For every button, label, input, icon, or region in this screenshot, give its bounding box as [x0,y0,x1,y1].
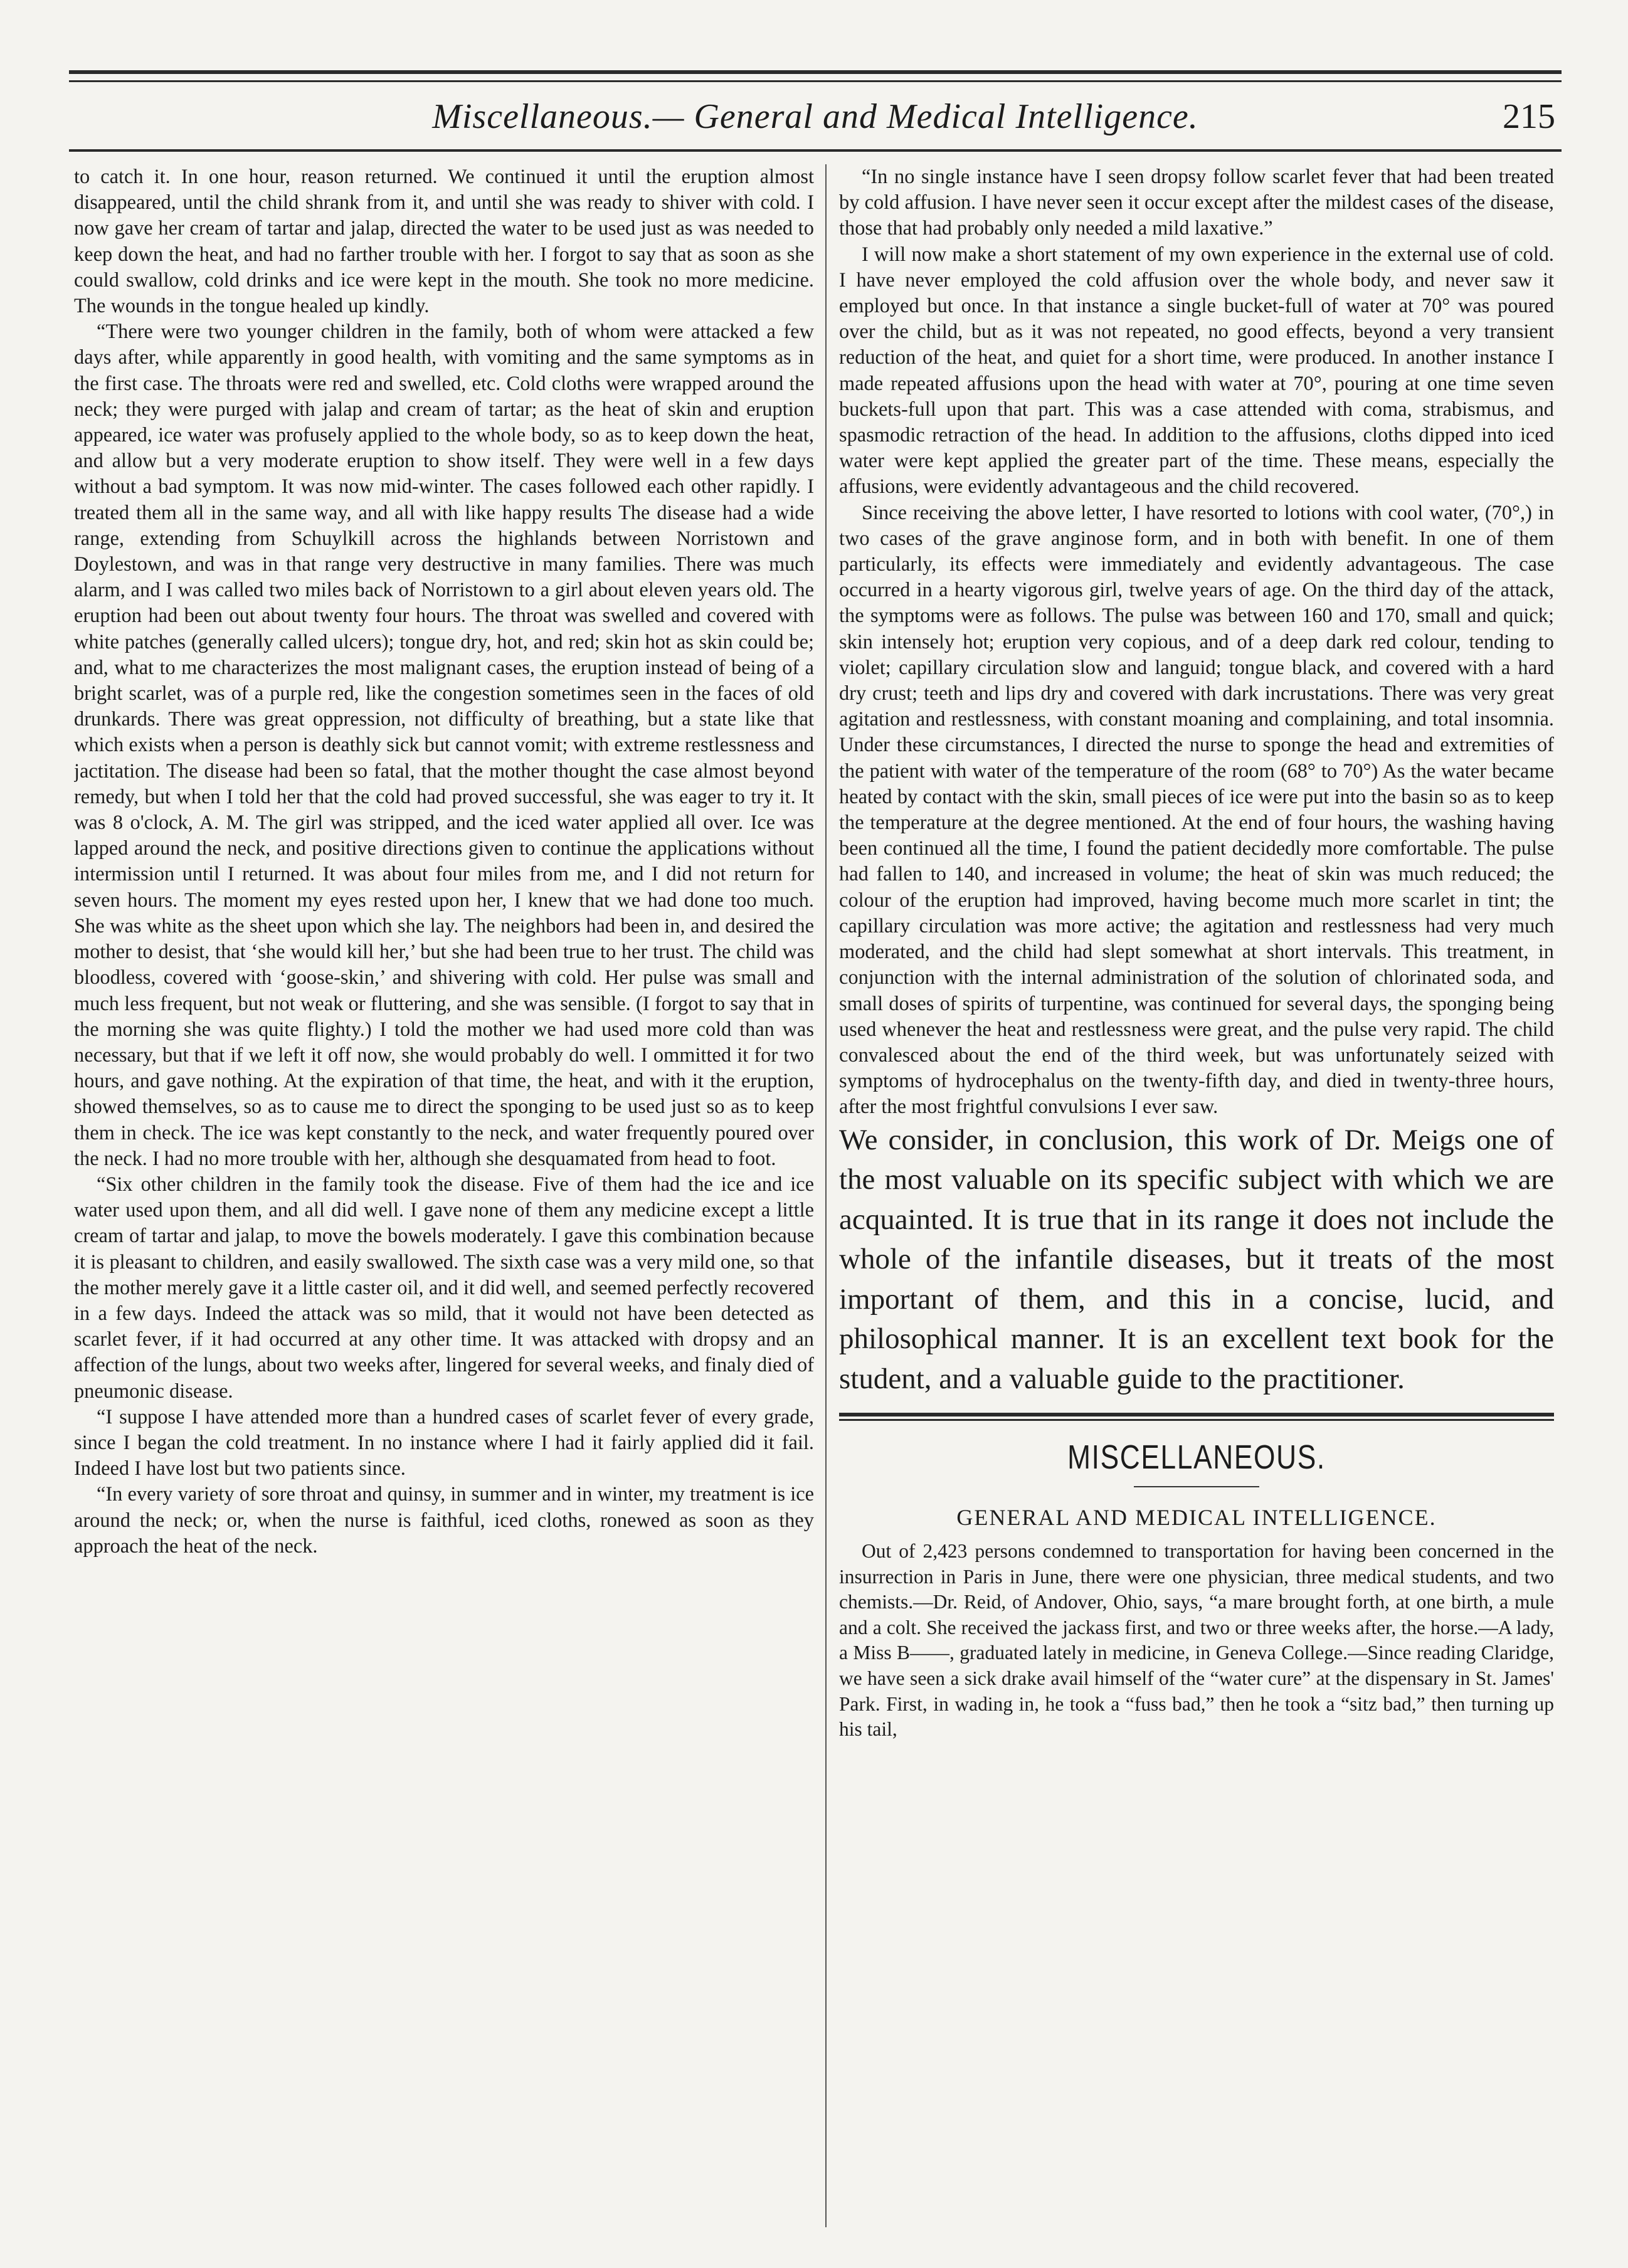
header-rule [69,149,1562,152]
paragraph: “There were two younger children in the family, both of whom were attacked a few days after, while apparently in good health, with vomiting and the same symptoms as in the first case. The throats were red and swelled, etc. Cold cloths were wrapped around the neck; they were purged with jalap and cream of tartar; as the heat of skin and eruption appeared, ice water was profusely applied to the whole body, so as to keep down the heat, and allow but a very moderate eruption to show itself. They were well in a few days without a bad symptom. It was now mid-winter. The cases followed each other rapidly. I treated them all in the same way, and all with like happy results The disease had a wide range, extending from Schuylkill across the highlands between Norristown and Doylestown, and was in that range very destructive in many families. There was much alarm, and I was called two miles back of Norristown to a girl about eleven years old. The eruption had been out about twenty four hours. The throat was swelled and covered with white patches (generally called ulcers); tongue dry, hot, and red; skin hot as skin could be; and, what to me characterizes the most malignant cases, the eruption instead of being of a bright scarlet, was of a purple red, like the congestion sometimes seen in the faces of old drunkards. There was great oppression, not difficulty of breathing, but a state like that which exists when a person is deathly sick but cannot vomit; with extreme restlessness and jactitation. The disease had been so fatal, that the mother thought the case almost beyond remedy, but when I told her that the cold had proved successful, she was eager to try it. It was 8 o'clock, A. M. The girl was stripped, and the iced water applied all over. Ice was lapped around the neck, and positive directions given to continue the applications without intermission until I returned. It was about four miles from me, and I did not return for seven hours. The moment my eyes rested upon her, I knew that we had done too much. She was white as the sheet upon which she lay. The neighbors had been in, and desired the mother to desist, that ‘she would kill her,’ but she had been true to her trust. The child was bloodless, covered with ‘goose-skin,’ and shivering with cold. Her pulse was small and much less frequent, but not weak or fluttering, and she was sensible. (I forgot to say that in the morning she was quite flighty.) I told the mother we had used more cold than was necessary, but that if we left it off now, she would probably do well. I ommitted it for two hours, and gave nothing. At the expiration of that time, the heat, and with it the eruption, showed themselves, so as to cause me to direct the sponging to be used just so as to keep them in check. The ice was kept constantly to the neck, and water frequently poured over the neck. I had no more trouble with her, although she desquamated from head to foot. [74,320,814,1170]
section-rule [839,1413,1554,1416]
heading-rule [1134,1486,1259,1487]
paragraph: “I suppose I have attended more than a hundred cases of scarlet fever of every grade, since I began the cold treatment. In no instance where I had it fairly applied did it fail. Indeed I have lost but two patients since. [74,1405,814,1480]
paragraph: “Six other children in the family took the disease. Five of them had the ice and ice water used upon them, and all did well. I gave none of them any medicine except a little cream of tartar and jalap, to move the bowels moderately. I gave this combination because it is pleasant to children, and easily swallowed. The sixth case was a very mild one, so that the mother merely gave it a little caster oil, and it did well, and seemed perfectly recovered in a few days. Indeed the attack was so mild, that it would not have been detected as scarlet fever, if it had occurred at any other time. It was attacked with dropsy and an affection of the lungs, about two weeks after, lingered for several weeks, and finaly died of pneumonic disease. [74,1173,814,1403]
conclusion-paragraph: We consider, in conclusion, this work of Dr. Meigs one of the most valuable on its specific subject with which we are acquainted. It is true that in its range it does not include the whole of the infantile diseases, but it treats of the most important of them, and this in a concise, lucid, and philosophical manner. It is an excellent text book for the student, and a valuable guide to the practitioner. [839,1123,1554,1395]
section-heading: MISCELLANEOUS. [1067,1438,1326,1477]
paragraph: Since receiving the above letter, I have resorted to lotions with cool water, (70°,) in two cases of the grave anginose form, and in both with benefit. In one of them particularly, its effects were immediately and evidently advantageous. The case occurred in a hearty vigorous girl, twelve years of age. On the third day of the attack, the symptoms were as follows. The pulse was between 160 and 170, small and quick; skin intensely hot; eruption very copious, and of a deep dark red colour, tending to violet; capillary circulation slow and languid; tongue black, and covered with a hard dry crust; teeth and lips dry and covered with dark incrustations. There was very great agitation and restlessness, with constant moaning and complaining, and total insomnia. Under these circumstances, I directed the nurse to sponge the head and extremities of the patient with water of the temperature of the room (68° to 70°) As the water became heated by contact with the skin, small pieces of ice were put into the basin so as to keep the temperature at the degree mentioned. At the end of four hours, the washing having been continued all the time, I found the patient decidedly more comfortable. The pulse had fallen to 140, and increased in volume; the heat of skin was much reduced; the colour of the eruption had improved, having become much more scarlet in tint; the capillary circulation was more active; the agitation and restlessness had very much moderated, and the child had slept somewhat at short intervals. This treatment, in conjunction with the internal administration of the solution of chlorinated soda, and small doses of spirits of turpentine, was continued for several days, the sponging being used whenever the heat and restlessness were great, and the pulse very rapid. The child convalesced about the end of the third week, but was unfortunately seized with symptoms of hydrocephalus on the twenty-fifth day, and died in twenty-three hours, after the most frightful convulsions I ever saw. [839,501,1554,1119]
subsection-heading: GENERAL AND MEDICAL INTELLIGENCE. [956,1505,1437,1531]
page-number: 215 [1503,97,1555,136]
paragraph: Out of 2,423 persons condemned to transportation for having been concerned in the insurrection in Paris in June, there were one physician, three medical students, and two chemists.—Dr. Reid, of Andover, Ohio, says, “a mare brought forth, at one birth, a mule and a colt. She received the jackass first, and two or three weeks after, the horse.—A lady, a Miss B——, graduated lately in medicine, in Geneva College.—Since reading Claridge, we have seen a sick drake avail himself of the “water cure” at the dispensary in St. James' Park. First, in wading in, he took a “fuss bad,” then he took a “sitz bad,” then turning up his tail, [839,1540,1554,1741]
paragraph: “In no single instance have I seen dropsy follow scarlet fever that had been treated by cold affusion. I have never seen it occur except after the mildest cases of the disease, those that had probably only needed a mild laxative.” [839,166,1554,240]
top-rule [69,70,1562,74]
running-header [69,88,1562,145]
top-rule-thin [69,80,1562,82]
paragraph: I will now make a short statement of my own experience in the external use of cold. I have never employed the cold affusion over the whole body, and never saw it employed but once. In that instance a single bucket-full of water at 70° was poured over the child, but as it was not repeated, no good effects, beyond a very transient reduction of the heat, and quiet for a short time, were produced. In another instance I made repeated affusions upon the head with water at 70°, pouring at one time seven buckets-full upon that part. This was a case attended with coma, strabismus, and spasmodic retraction of the head. In addition to the affusions, cloths dipped into iced water were kept applied the greater part of the time. These means, especially the affusions, were evidently advantageous and the child recovered. [839,243,1554,498]
section-rule-thin [839,1419,1554,1421]
paragraph: to catch it. In one hour, reason returned. We continued it until the eruption almost disappeared, until the child shrank from it, and until she was ready to shiver with cold. I now gave her cream of tartar and jalap, directed the water to be used just as was needed to keep down the heat, and had no farther trouble with her. I forgot to say that as soon as she could swallow, cold drinks and ice were kept in the mouth. She took no more medicine. The wounds in the tongue healed up kindly. [74,166,814,318]
right-column [839,164,1554,2234]
paragraph: “In every variety of sore throat and quinsy, in summer and in winter, my treatment is ice around the neck; or, when the nurse is faithful, iced cloths, ronewed as soon as they approach the heat of the neck. [74,1483,814,1558]
column-divider [825,164,827,2227]
left-column [74,164,814,2234]
running-title: Miscellaneous.— General and Medical Intelligence. [432,97,1198,136]
